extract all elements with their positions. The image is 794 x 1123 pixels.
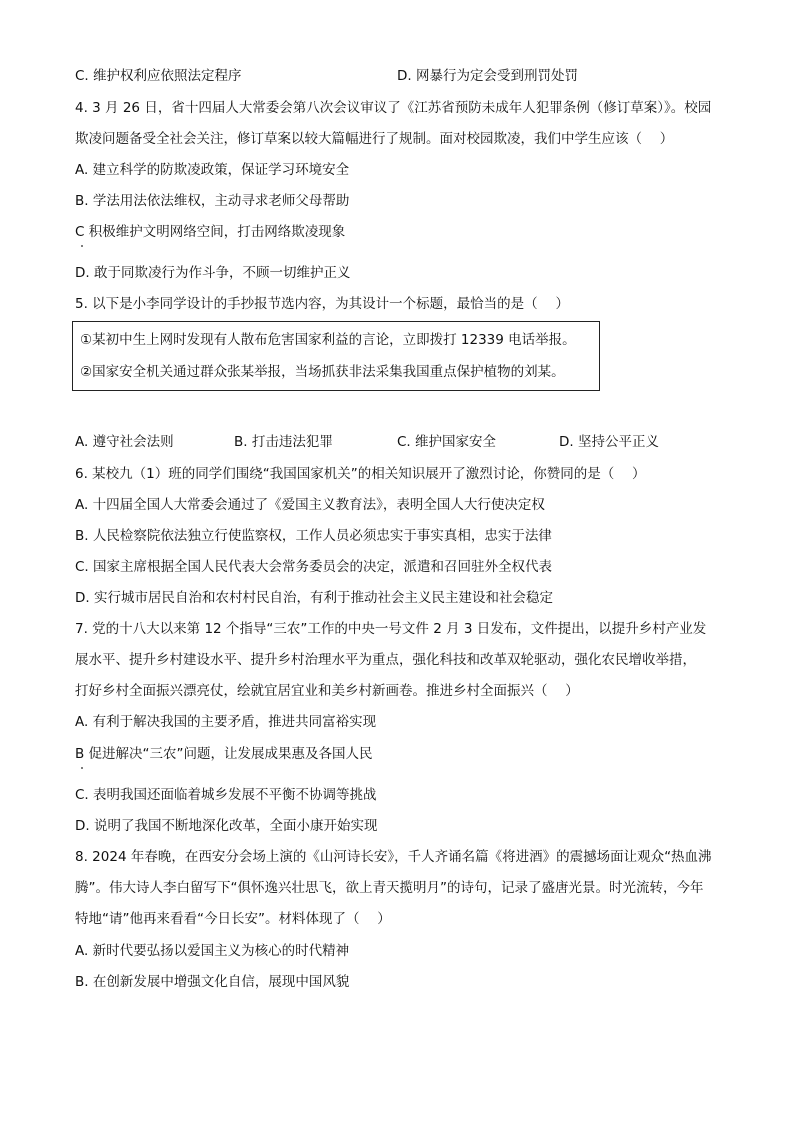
- q8-stem-line-2: 腾”。伟大诗人李白留写下“俱怀逸兴壮思飞，欲上青天揽明月”的诗句，记录了盛唐光景。时光流转，今年: [75, 880, 704, 896]
- q4-stem-line-1: 4. 3 月 26 日，省十四届人大常委会第八次会议审议了《江苏省预防未成年人犯罪条例（修订草案）》。校园: [75, 100, 712, 116]
- q4-option-d: D. 敢于同欺凌行为作斗争，不顾一切维护正义: [75, 265, 351, 281]
- q5-material-item-2: ②国家安全机关通过群众张某举报，当场抓获非法采集我国重点保护植物的刘某。: [80, 364, 565, 380]
- q7-option-d: D. 说明了我国不断地深化改革，全面小康开始实现: [75, 818, 378, 834]
- q4-option-c: C 积极维护文明网络空间，打击网络欺凌现象: [75, 224, 346, 240]
- stray-dot-mark-2: [81, 767, 83, 769]
- q3-option-c: C. 维护权利应依照法定程序: [75, 68, 242, 84]
- q6-option-a: A. 十四届全国人大常委会通过了《爱国主义教育法》，表明全国人大行使决定权: [75, 497, 545, 513]
- q8-option-a: A. 新时代要弘扬以爱国主义为核心的时代精神: [75, 943, 350, 959]
- q5-stem: 5. 以下是小李同学设计的手抄报节选内容，为其设计一个标题，最恰当的是（ ）: [75, 296, 569, 312]
- q8-stem-line-1: 8. 2024 年春晚，在西安分会场上演的《山河诗长安》，千人齐诵名篇《将进酒》的震撼场面让观众“热血沸: [75, 849, 712, 865]
- q7-stem-line-3: 打好乡村全面振兴漂亮仗，绘就宜居宜业和美乡村新画卷。推进乡村全面振兴（ ）: [75, 683, 579, 699]
- q7-option-a: A. 有利于解决我国的主要矛盾，推进共同富裕实现: [75, 714, 377, 730]
- stray-dot-mark: [81, 245, 83, 247]
- q5-option-a: A. 遵守社会法则: [75, 434, 174, 450]
- q4-option-b: B. 学法用法依法维权，主动寻求老师父母帮助: [75, 193, 350, 209]
- q8-option-b: B. 在创新发展中增强文化自信，展现中国风貌: [75, 974, 350, 990]
- q7-option-b: B 促进解决“三农”问题，让发展成果惠及各国人民: [75, 746, 373, 762]
- q5-option-d: D. 坚持公平正义: [559, 434, 659, 450]
- q3-option-d: D. 网暴行为定会受到刑罚处罚: [397, 68, 578, 84]
- q5-option-c: C. 维护国家安全: [397, 434, 497, 450]
- q6-stem: 6. 某校九（1）班的同学们围绕“我国国家机关”的相关知识展开了激烈讨论，你赞同的是（ ）: [75, 466, 646, 482]
- q7-stem-line-2: 展水平、提升乡村建设水平、提升乡村治理水平为重点，强化科技和改革双轮驱动，强化农民增收举措，: [75, 652, 696, 668]
- q6-option-d: D. 实行城市居民自治和农村村民自治，有利于推动社会主义民主建设和社会稳定: [75, 590, 553, 606]
- q4-option-a: A. 建立科学的防欺凌政策，保证学习环境安全: [75, 162, 350, 178]
- q5-material-item-1: ①某初中生上网时发现有人散布危害国家利益的言论，立即拨打 12339 电话举报。: [80, 332, 576, 348]
- q4-stem-line-2: 欺凌问题备受全社会关注，修订草案以较大篇幅进行了规制。面对校园欺凌，我们中学生应该（ ）: [75, 131, 674, 147]
- q7-option-c: C. 表明我国还面临着城乡发展不平衡不协调等挑战: [75, 787, 377, 803]
- q5-option-b: B. 打击违法犯罪: [234, 434, 333, 450]
- q8-stem-line-3: 特地“请”他再来看看“今日长安”。材料体现了（ ）: [75, 911, 391, 927]
- q6-option-c: C. 国家主席根据全国人民代表大会常务委员会的决定，派遣和召回驻外全权代表: [75, 559, 553, 575]
- q7-stem-line-1: 7. 党的十八大以来第 12 个指导“三农”工作的中央一号文件 2 月 3 日发布，文件提出，以提升乡村产业发: [75, 621, 707, 637]
- q6-option-b: B. 人民检察院依法独立行使监察权，工作人员必须忠实于事实真相，忠实于法律: [75, 528, 552, 544]
- q5-material-box: [72, 321, 600, 391]
